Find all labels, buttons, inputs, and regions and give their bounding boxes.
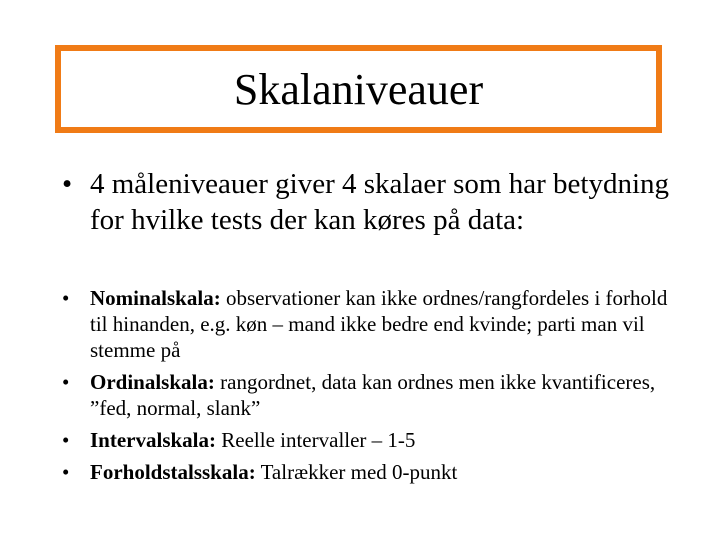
main-bullet-row xyxy=(62,166,682,238)
scale-item-interval xyxy=(62,427,682,453)
scale-term: Ordinalskala: xyxy=(90,370,215,394)
bullet-icon: • xyxy=(62,370,70,394)
main-bullet xyxy=(62,166,682,238)
scale-item-nominal xyxy=(62,285,682,363)
scale-description: Reelle intervaller – 1-5 xyxy=(216,428,416,452)
scale-term: Intervalskala: xyxy=(90,428,216,452)
scale-text xyxy=(90,285,682,363)
scale-description: Talrækker med 0-punkt xyxy=(255,460,458,484)
bullet-icon: • xyxy=(62,428,70,452)
intro-text: 4 måleniveauer giver 4 skalaer som har betydning for hvilke tests der kan køres på data: xyxy=(90,168,669,236)
scale-text xyxy=(90,459,682,485)
scale-list xyxy=(62,285,682,491)
slide-title: Skalaniveauer xyxy=(233,65,484,114)
scale-term: Nominalskala: xyxy=(90,286,221,310)
bullet-icon: • xyxy=(62,460,70,484)
scale-item-ordinal xyxy=(62,369,682,421)
bullet-icon: • xyxy=(62,168,73,200)
bullet-icon: • xyxy=(62,286,70,310)
scale-text xyxy=(90,369,682,421)
scale-item-ratio xyxy=(62,459,682,485)
scale-description: rangordnet, data kan ordnes men ikke kvantificeres, ”fed, normal, slank” xyxy=(90,370,656,420)
scale-description: observationer kan ikke ordnes/rangfordeles i forhold til hinanden, e.g. køn – mand ikke bedre end kvinde; parti man vil stemme på xyxy=(90,286,668,362)
scale-term: Forholdstalsskala: xyxy=(90,460,256,484)
scale-text xyxy=(90,427,682,453)
title-box xyxy=(55,45,662,133)
